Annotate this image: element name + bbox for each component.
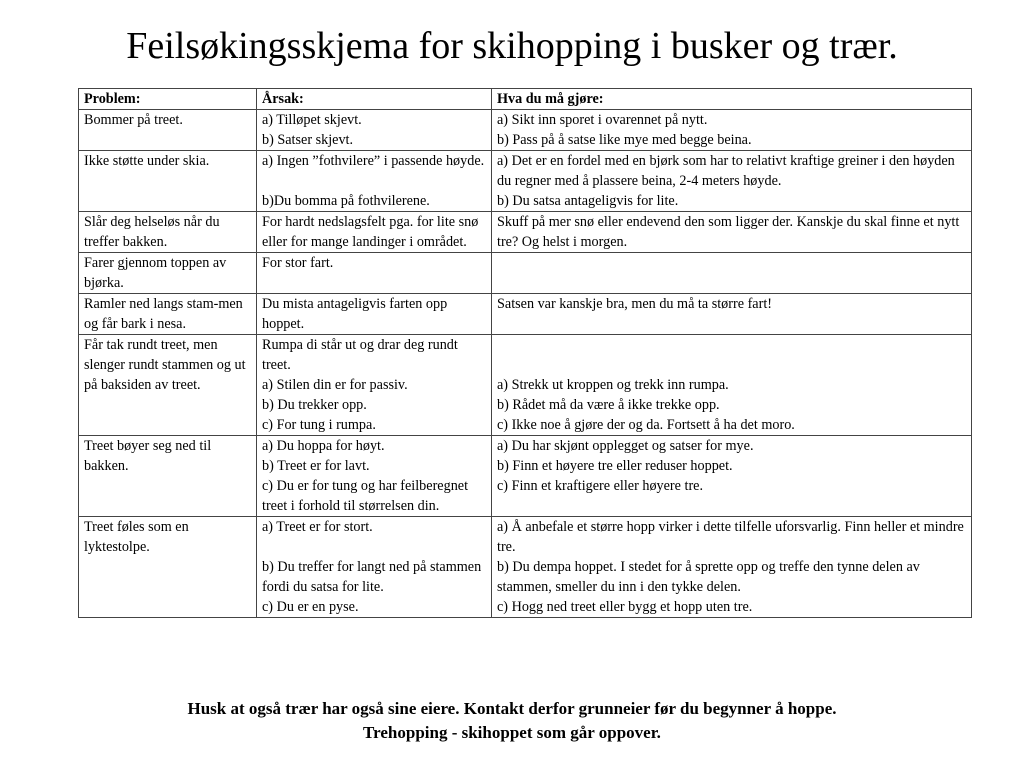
cell-cause <box>257 335 492 436</box>
cell-text-line: a) Ingen ”fothvilere” i passende høyde. <box>262 153 485 169</box>
cell-text-line: Skuff på mer snø eller endevend den som ligger der. Kanskje du skal finne et nytt tre? Og helst i morgen. <box>497 214 960 250</box>
cell-text-line: a) Treet er for stort. <box>262 519 373 535</box>
column-header-problem: Problem: <box>79 89 257 110</box>
table-row <box>79 335 972 436</box>
cell-problem <box>79 212 257 253</box>
cell-action <box>492 517 972 618</box>
cell-problem <box>79 436 257 517</box>
cell-text-line: For stor fart. <box>262 255 334 271</box>
cell-text-line: b) Satser skjevt. <box>262 132 354 148</box>
cell-text-line <box>497 335 967 355</box>
cell-cause <box>257 110 492 151</box>
cell-text-line: b) Du dempa hoppet. I stedet for å sprette opp og treffe den tynne delen av stammen, smeller du inn i den tykke delen. <box>497 559 920 595</box>
cell-problem <box>79 517 257 618</box>
page-title: Feilsøkingsskjema for skihopping i busker og trær. <box>126 25 898 67</box>
table-row <box>79 517 972 618</box>
footer-note <box>0 697 1024 745</box>
cell-action <box>492 253 972 294</box>
cell-text-line: Du mista antageligvis farten opp hoppet. <box>262 296 448 332</box>
cell-cause <box>257 253 492 294</box>
cell-text-line: b) Treet er for lavt. <box>262 458 370 474</box>
cell-problem <box>79 253 257 294</box>
cell-cause <box>257 436 492 517</box>
cell-text-line: For hardt nedslagsfelt pga. for lite snø eller for mange landinger i området. <box>262 214 479 250</box>
cell-text-line: c) Finn et kraftigere eller høyere tre. <box>497 478 704 494</box>
cell-text-line: a) Tilløpet skjevt. <box>262 112 362 128</box>
footer-line-owners: Husk at også trær har også sine eiere. Kontakt derfor grunneier før du begynner å hoppe. <box>187 699 837 718</box>
cell-text-line: b) Pass på å satse like mye med begge beina. <box>497 132 752 148</box>
cell-text-line: b) Du satsa antageligvis for lite. <box>497 193 679 209</box>
table-row <box>79 253 972 294</box>
cell-action <box>492 151 972 212</box>
cell-problem <box>79 151 257 212</box>
table-body <box>79 110 972 618</box>
table-row <box>79 151 972 212</box>
cell-text-line: a) Å anbefale et større hopp virker i dette tilfelle uforsvarlig. Finn heller et mindre tre. <box>497 519 964 555</box>
cell-text-line: Slår deg helseløs når du treffer bakken. <box>84 214 220 250</box>
cell-text-line <box>262 537 487 557</box>
cell-text-line: b) Du trekker opp. <box>262 397 367 413</box>
table-row <box>79 294 972 335</box>
cell-action <box>492 110 972 151</box>
cell-cause <box>257 212 492 253</box>
cell-action <box>492 212 972 253</box>
cell-text-line <box>497 355 967 375</box>
cell-action <box>492 294 972 335</box>
cell-text-line: a) Stilen din er for passiv. <box>262 377 408 393</box>
cell-text-line: Treet føles som en lyktestolpe. <box>84 519 189 555</box>
column-header-action: Hva du må gjøre: <box>492 89 972 110</box>
cell-action <box>492 335 972 436</box>
table-row <box>79 436 972 517</box>
cell-text-line: Rumpa di står ut og drar deg rundt treet. <box>262 337 458 373</box>
cell-text-line: b) Finn et høyere tre eller reduser hoppet. <box>497 458 733 474</box>
cell-text-line: b) Du treffer for langt ned på stammen fordi du satsa for lite. <box>262 559 482 595</box>
troubleshooting-table <box>78 88 972 618</box>
cell-cause <box>257 151 492 212</box>
cell-cause <box>257 517 492 618</box>
cell-text-line: b) Rådet må da være å ikke trekke opp. <box>497 397 720 413</box>
cell-text-line: Satsen var kanskje bra, men du må ta større fart! <box>497 296 772 312</box>
cell-problem <box>79 294 257 335</box>
cell-text-line: Farer gjennom toppen av bjørka. <box>84 255 227 291</box>
cell-text-line: c) Ikke noe å gjøre der og da. Fortsett å ha det moro. <box>497 417 795 433</box>
footer-line-slogan: Trehopping - skihoppet som går oppover. <box>363 723 661 742</box>
cell-text-line: a) Du hoppa for høyt. <box>262 438 385 454</box>
cell-text-line: c) For tung i rumpa. <box>262 417 376 433</box>
cell-text-line: c) Du er for tung og har feilberegnet treet i forhold til størrelsen din. <box>262 478 469 514</box>
cell-problem <box>79 110 257 151</box>
cell-text-line: Treet bøyer seg ned til bakken. <box>84 438 212 474</box>
cell-text-line: Ikke støtte under skia. <box>84 153 210 169</box>
table-row <box>79 110 972 151</box>
cell-action <box>492 436 972 517</box>
cell-text-line: Får tak rundt treet, men slenger rundt stammen og ut på baksiden av treet. <box>84 337 246 393</box>
cell-text-line <box>262 171 487 191</box>
cell-text-line: Bommer på treet. <box>84 112 183 128</box>
table-header-row <box>79 89 972 110</box>
cell-text-line: b)Du bomma på fothvilerene. <box>262 193 430 209</box>
cell-text-line: a) Strekk ut kroppen og trekk inn rumpa. <box>497 377 729 393</box>
cell-text-line: a) Det er en fordel med en bjørk som har to relativt kraftige greiner i den høyden du regner med å plassere beina, 2-4 meters høyde. <box>497 153 955 189</box>
cell-text-line: a) Du har skjønt opplegget og satser for mye. <box>497 438 754 454</box>
cell-cause <box>257 294 492 335</box>
cell-text-line: a) Sikt inn sporet i ovarennet på nytt. <box>497 112 708 128</box>
cell-text-line: c) Hogg ned treet eller bygg et hopp uten tre. <box>497 599 753 615</box>
table-row <box>79 212 972 253</box>
cell-text-line: c) Du er en pyse. <box>262 599 359 615</box>
cell-problem <box>79 335 257 436</box>
column-header-cause: Årsak: <box>257 89 492 110</box>
cell-text-line: Ramler ned langs stam-men og får bark i nesa. <box>84 296 243 332</box>
